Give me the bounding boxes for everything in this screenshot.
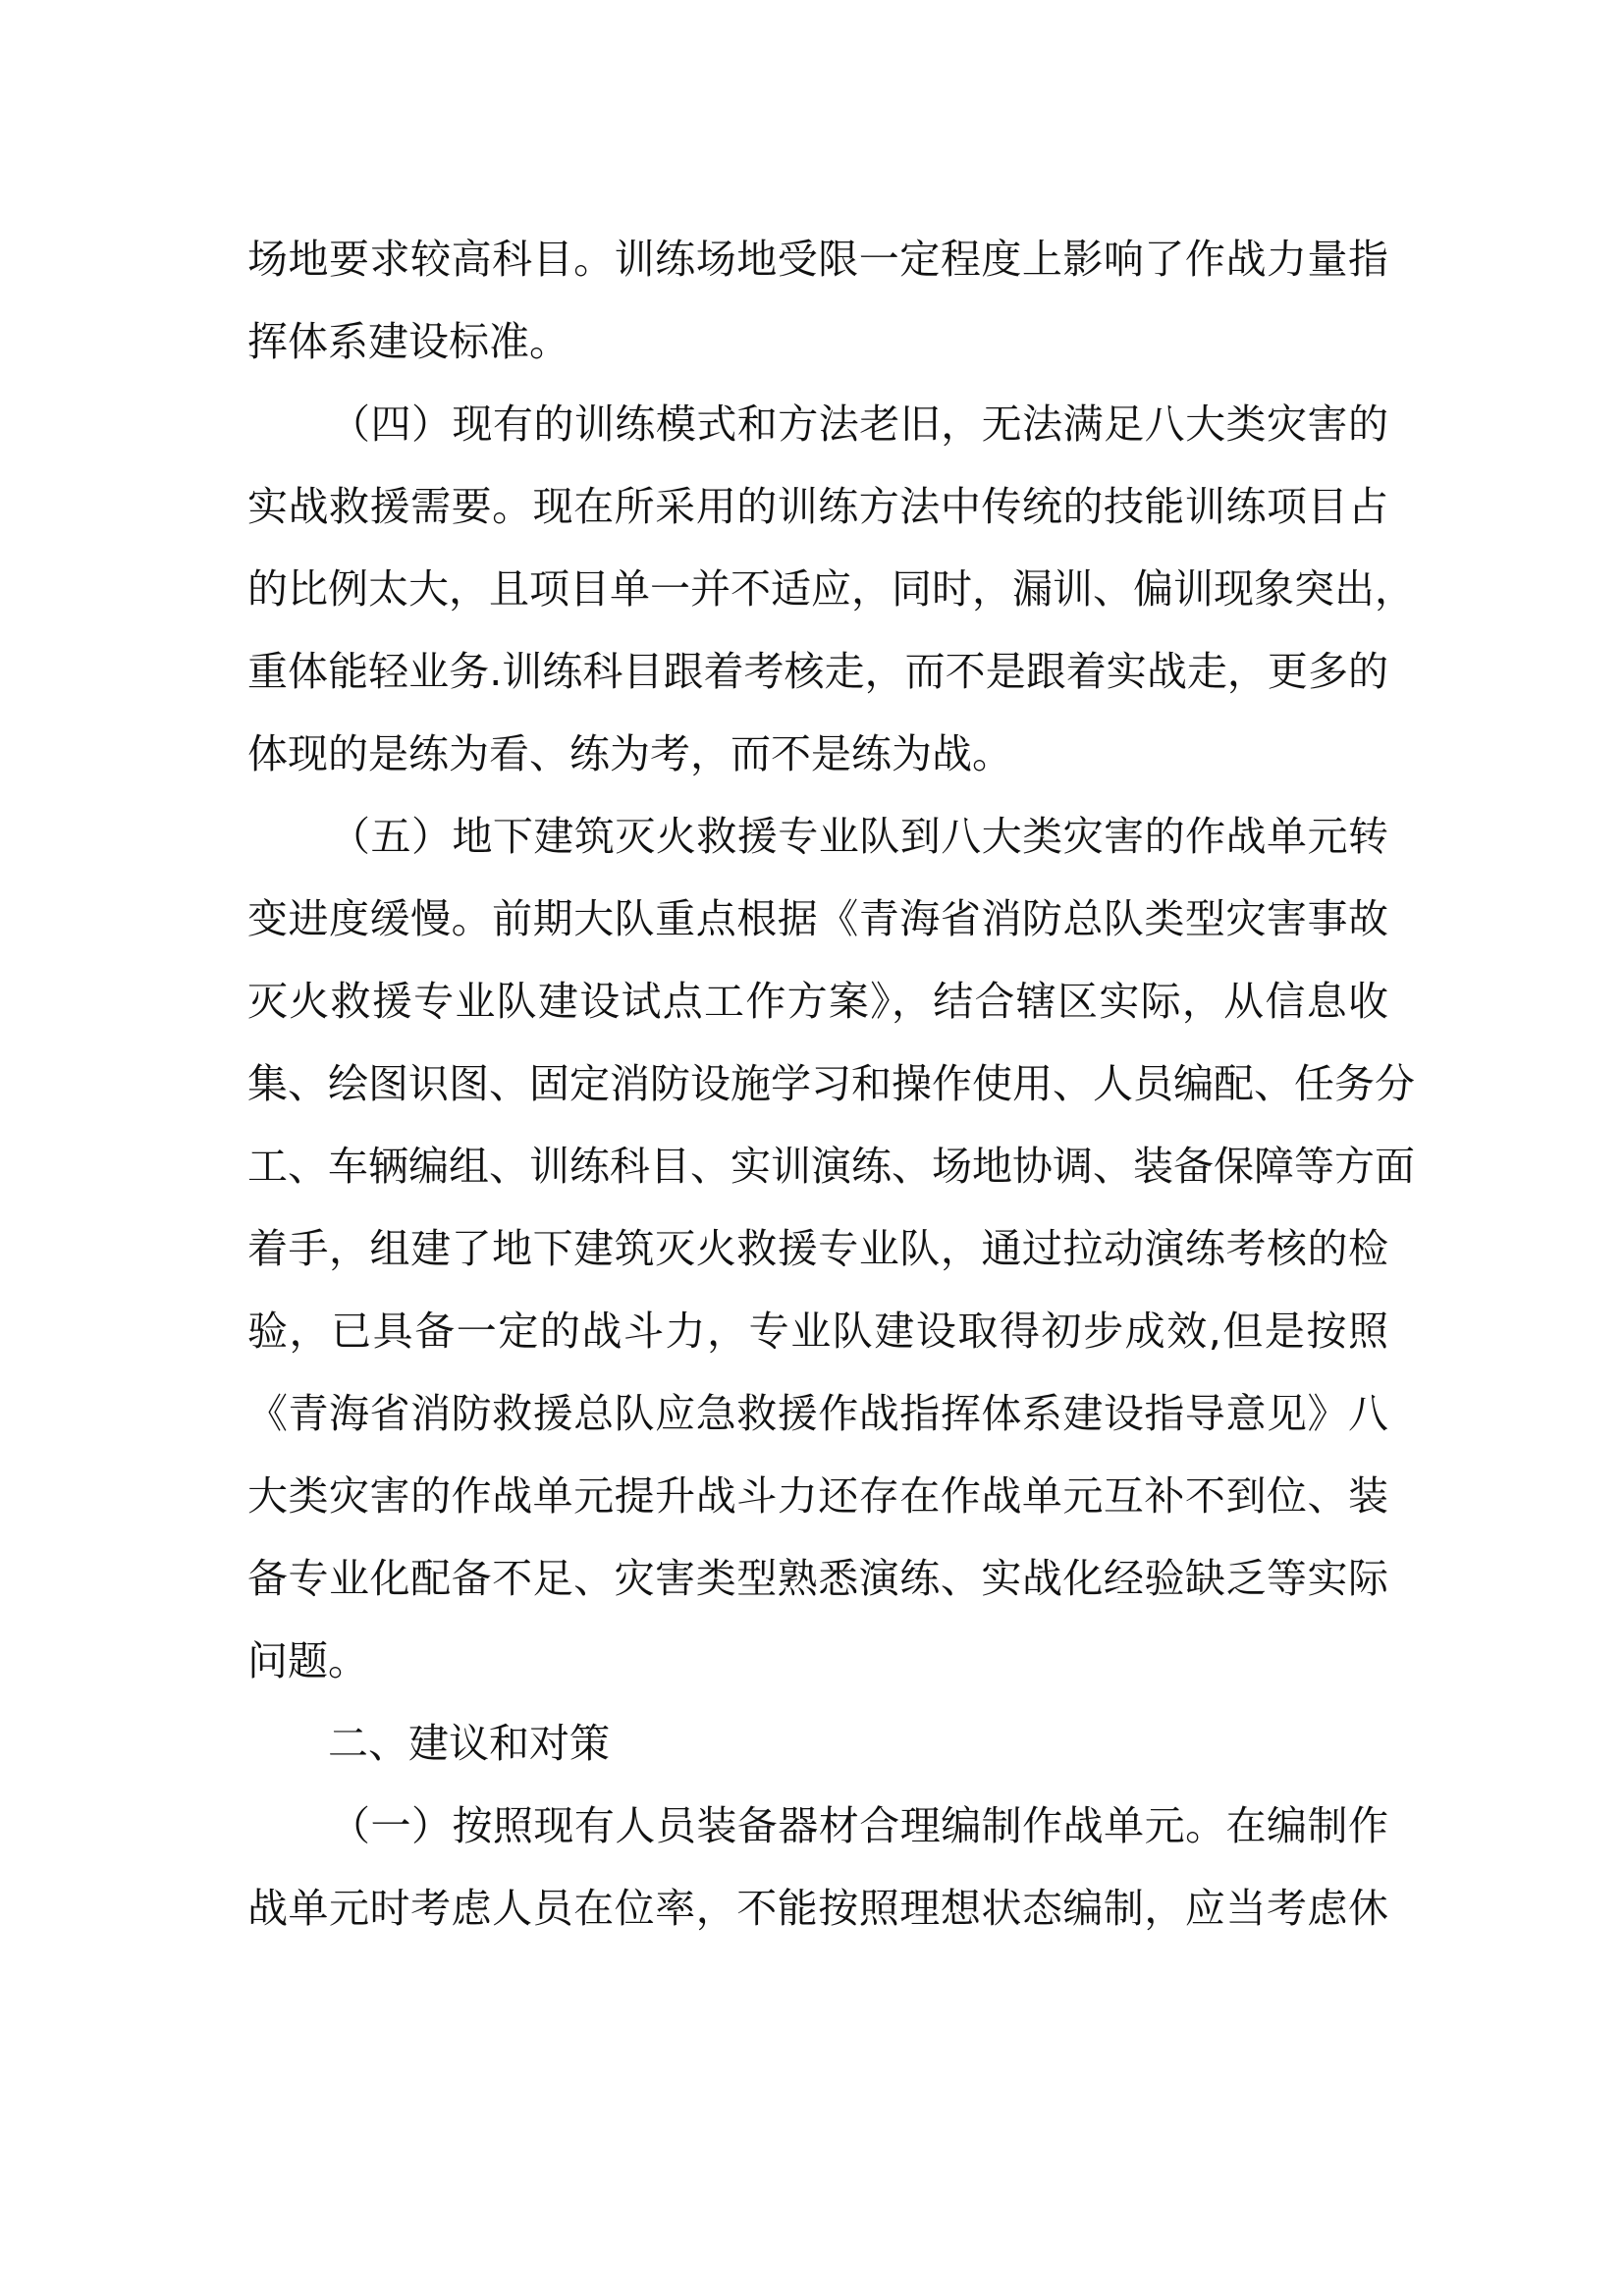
paragraph-line: 灭火救援专业队建设试点工作方案》，结合辖区实际，从信息收: [247, 978, 1388, 1025]
paragraph-line: 实战救援需要。现在所采用的训练方法中传统的技能训练项目占: [247, 483, 1388, 530]
paragraph-line: 集、绘图识图、固定消防设施学习和操作使用、人员编配、任务分: [247, 1060, 1415, 1107]
paragraph-line: 着手，组建了地下建筑灭火救援专业队，通过拉动演练考核的检: [247, 1225, 1388, 1272]
paragraph-line: 体现的是练为看、练为考，而不是练为战。: [247, 730, 1012, 777]
section-heading: 二、建议和对策: [328, 1720, 610, 1767]
paragraph-line: 问题。: [247, 1637, 368, 1684]
paragraph-line: 重体能轻业务.训练科目跟着考核走，而不是跟着实战走，更多的: [247, 648, 1388, 695]
paragraph-line: 挥体系建设标准。: [247, 318, 569, 365]
paragraph-line: （一）按照现有人员装备器材合理编制作战单元。在编制作: [330, 1802, 1388, 1849]
paragraph-line: 的比例太大，且项目单一并不适应，同时，漏训、偏训现象突出，: [247, 565, 1415, 613]
document-body: [247, 218, 1415, 1949]
paragraph-line: 验，已具备一定的战斗力，专业队建设取得初步成效,但是按照: [247, 1308, 1388, 1355]
paragraph-line: 工、车辆编组、训练科目、实训演练、场地协调、装备保障等方面: [247, 1143, 1415, 1190]
paragraph-line: 备专业化配备不足、灾害类型熟悉演练、实战化经验缺乏等实际: [247, 1555, 1388, 1602]
paragraph-line: 大类灾害的作战单元提升战斗力还存在作战单元互补不到位、装: [247, 1472, 1388, 1520]
paragraph-line: （五）地下建筑灭火救援专业队到八大类灾害的作战单元转: [330, 813, 1388, 860]
paragraph-line: 场地要求较高科目。训练场地受限一定程度上影响了作战力量指: [247, 236, 1388, 283]
paragraph-line: （四）现有的训练模式和方法老旧，无法满足八大类灾害的: [330, 400, 1388, 448]
paragraph-line: 《青海省消防救援总队应急救援作战指挥体系建设指导意见》八: [247, 1390, 1388, 1437]
paragraph-line: 战单元时考虑人员在位率，不能按照理想状态编制，应当考虑休: [247, 1885, 1388, 1932]
paragraph-line: 变进度缓慢。前期大队重点根据《青海省消防总队类型灾害事故: [247, 895, 1388, 942]
